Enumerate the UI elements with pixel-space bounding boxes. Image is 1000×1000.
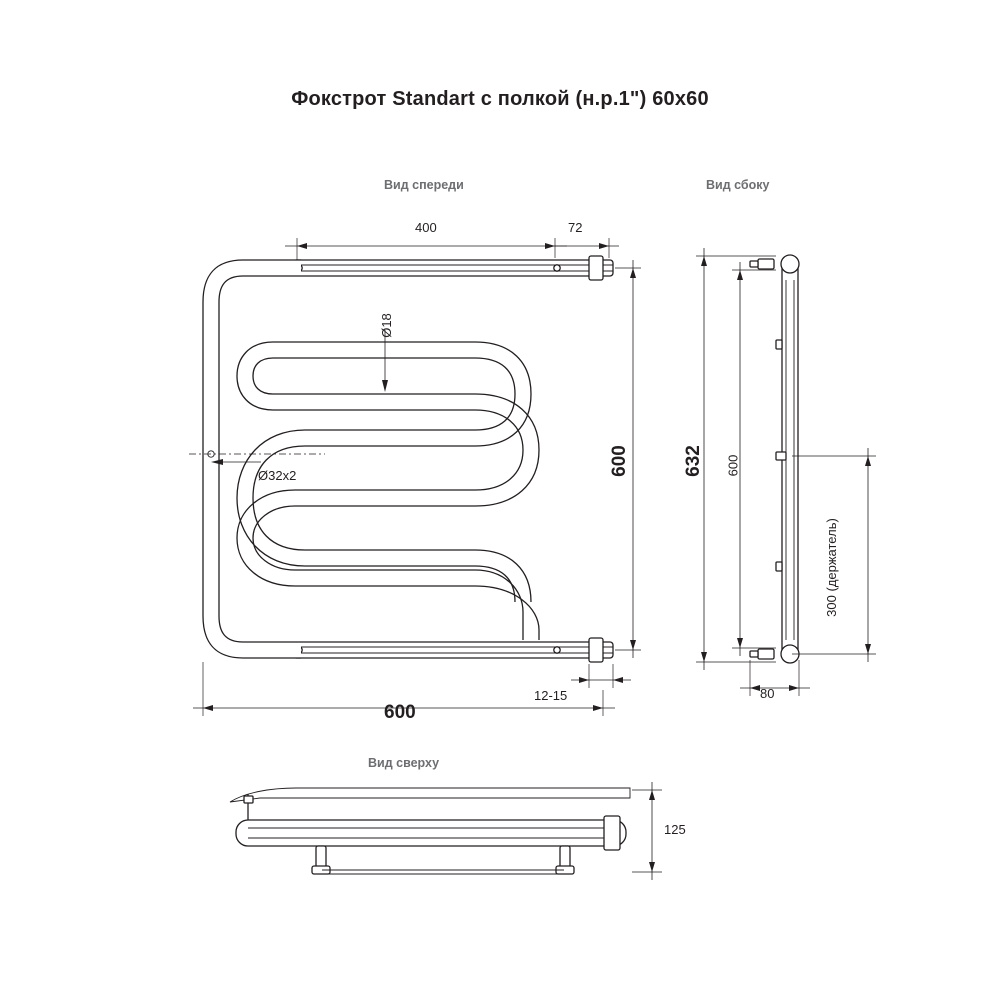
top-shelf-body	[230, 788, 630, 874]
dim-front-height-text: 600	[608, 445, 630, 477]
dim-side-600-text: 600	[725, 454, 741, 477]
foxtrot-pipe-body	[203, 260, 531, 658]
side-view-label: Вид сбоку	[706, 178, 770, 192]
top-view-label: Вид сверху	[368, 756, 440, 770]
dim-72	[555, 238, 619, 258]
dim-d18-text: Ø18	[378, 313, 394, 338]
page-title: Фокстрот Standart с полкой (н.р.1") 60x60	[291, 88, 709, 110]
dim-300-holder-text: 300 (держатель)	[823, 518, 839, 617]
dim-80	[740, 660, 810, 696]
side-view-drawing	[680, 240, 910, 710]
front-view-label: Вид спереди	[384, 178, 464, 192]
dim-632-text: 632	[682, 445, 704, 477]
dim-72-text: 72	[568, 220, 583, 235]
dim-80-text: 80	[760, 686, 775, 701]
dim-12-15	[571, 664, 631, 688]
dim-400-text: 400	[415, 220, 437, 235]
dim-front-width-text: 600	[384, 702, 416, 723]
dim-12-15-text: 12-15	[534, 688, 568, 703]
shelf-top-bar	[293, 256, 613, 280]
dim-125-text: 125	[664, 822, 686, 837]
dim-125	[632, 782, 662, 880]
side-pipe-body	[750, 255, 799, 663]
leader-d18	[382, 330, 388, 392]
dim-d32-text: Ø32x2	[258, 468, 297, 483]
shelf-bottom-bar	[293, 638, 613, 662]
top-view-drawing	[200, 780, 720, 910]
